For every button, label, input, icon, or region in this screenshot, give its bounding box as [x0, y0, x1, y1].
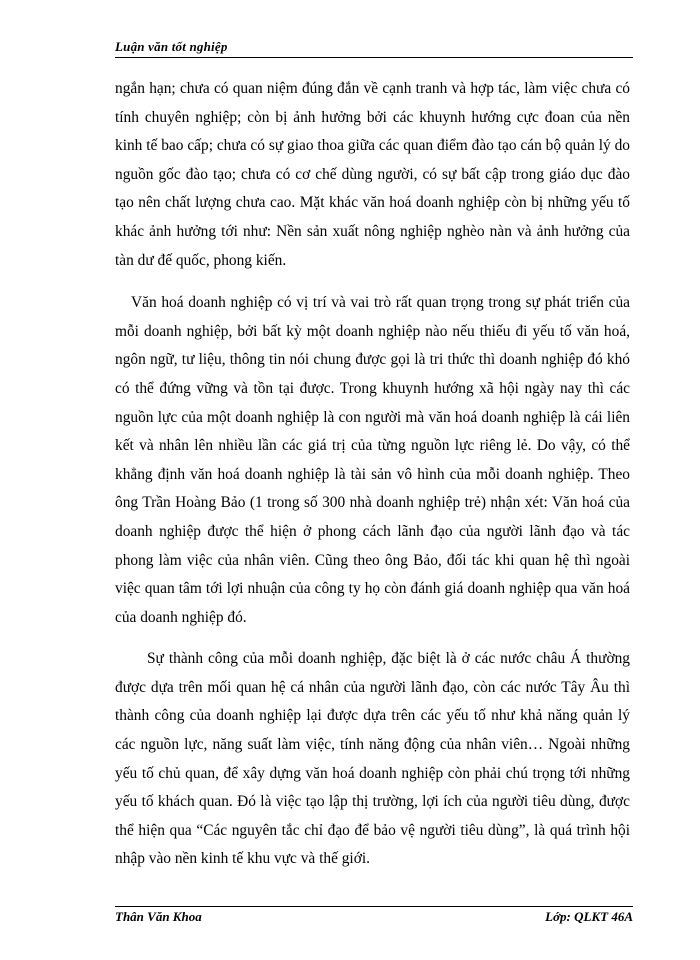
- paragraph-1: ngắn hạn; chưa có quan niệm đúng đắn về cạnh tranh và hợp tác, làm việc chưa có tính chuyên nghiệp; còn bị ảnh hưởng bởi các khuynh hướng cực đoan của nền kinh tế bao cấp; chưa có sự giao thoa giữa các quan điểm đào tạo cán bộ quản lý do nguồn gốc đào tạo; chưa có cơ chế dùng người, có sự bất cập trong giáo dục đào tạo nên chất lượng chưa cao. Mặt khác văn hoá doanh nghiệp còn bị những yếu tố khác ảnh hưởng tới như: Nền sản xuất nông nghiệp nghèo nàn và ảnh hưởng của tàn dư đế quốc, phong kiến.: [115, 80, 630, 269]
- paragraph-3: Sự thành công của mỗi doanh nghiệp, đặc biệt là ở các nước châu Á thường được dựa trên mối quan hệ cá nhân của người lãnh đạo, còn các nước Tây Âu thì thành công của doanh nghiệp lại được dựa trên các yếu tố như khả năng quản lý các nguồn lực, năng suất làm việc, tính năng động của nhân viên… Ngoài những yếu tố chủ quan, để xây dựng văn hoá doanh nghiệp còn phải chú trọng tới những yếu tố khách quan. Đó là việc tạo lập thị trường, lợi ích của người tiêu dùng, được thể hiện qua “Các nguyên tắc chỉ đạo để bảo vệ người tiêu dùng”, là quá trình hội nhập vào nền kinh tế khu vực và thế giới.: [115, 650, 630, 868]
- document-body: [115, 75, 630, 874]
- paragraph-2: Văn hoá doanh nghiệp có vị trí và vai trò rất quan trọng trong sự phát triển của mỗi doanh nghiệp, bởi bất kỳ một doanh nghiệp nào nếu thiếu đi yếu tố văn hoá, ngôn ngữ, tư liệu, thông tin nói chung được gọi là tri thức thì doanh nghiệp đó khó có thể đứng vững và tồn tại được. Trong khuynh hướng xã hội ngày nay thì các nguồn lực của một doanh nghiệp là con người mà văn hoá doanh nghiệp là cái liên kết và nhân lên nhiều lần các giá trị của từng nguồn lực riêng lẻ. Do vậy, có thể khẳng định văn hoá doanh nghiệp là tài sản vô hình của mỗi doanh nghiệp. Theo ông Trần Hoàng Bảo (1 trong số 300 nhà doanh nghiệp trẻ) nhận xét: Văn hoá của doanh nghiệp được thể hiện ở phong cách lãnh đạo của người lãnh đạo và tác phong làm việc của nhân viên. Cũng theo ông Bảo, đối tác khi quan hệ thì ngoài việc quan tâm tới lợi nhuận của công ty họ còn đánh giá doanh nghiệp qua văn hoá của doanh nghiệp đó.: [115, 294, 630, 626]
- page-footer: [115, 906, 633, 925]
- page-header: [115, 41, 633, 58]
- header-title: Luận văn tốt nghiệp: [115, 39, 228, 54]
- footer-class: Lớp: QLKT 46A: [545, 909, 633, 924]
- footer-author: Thân Văn Khoa: [115, 909, 202, 924]
